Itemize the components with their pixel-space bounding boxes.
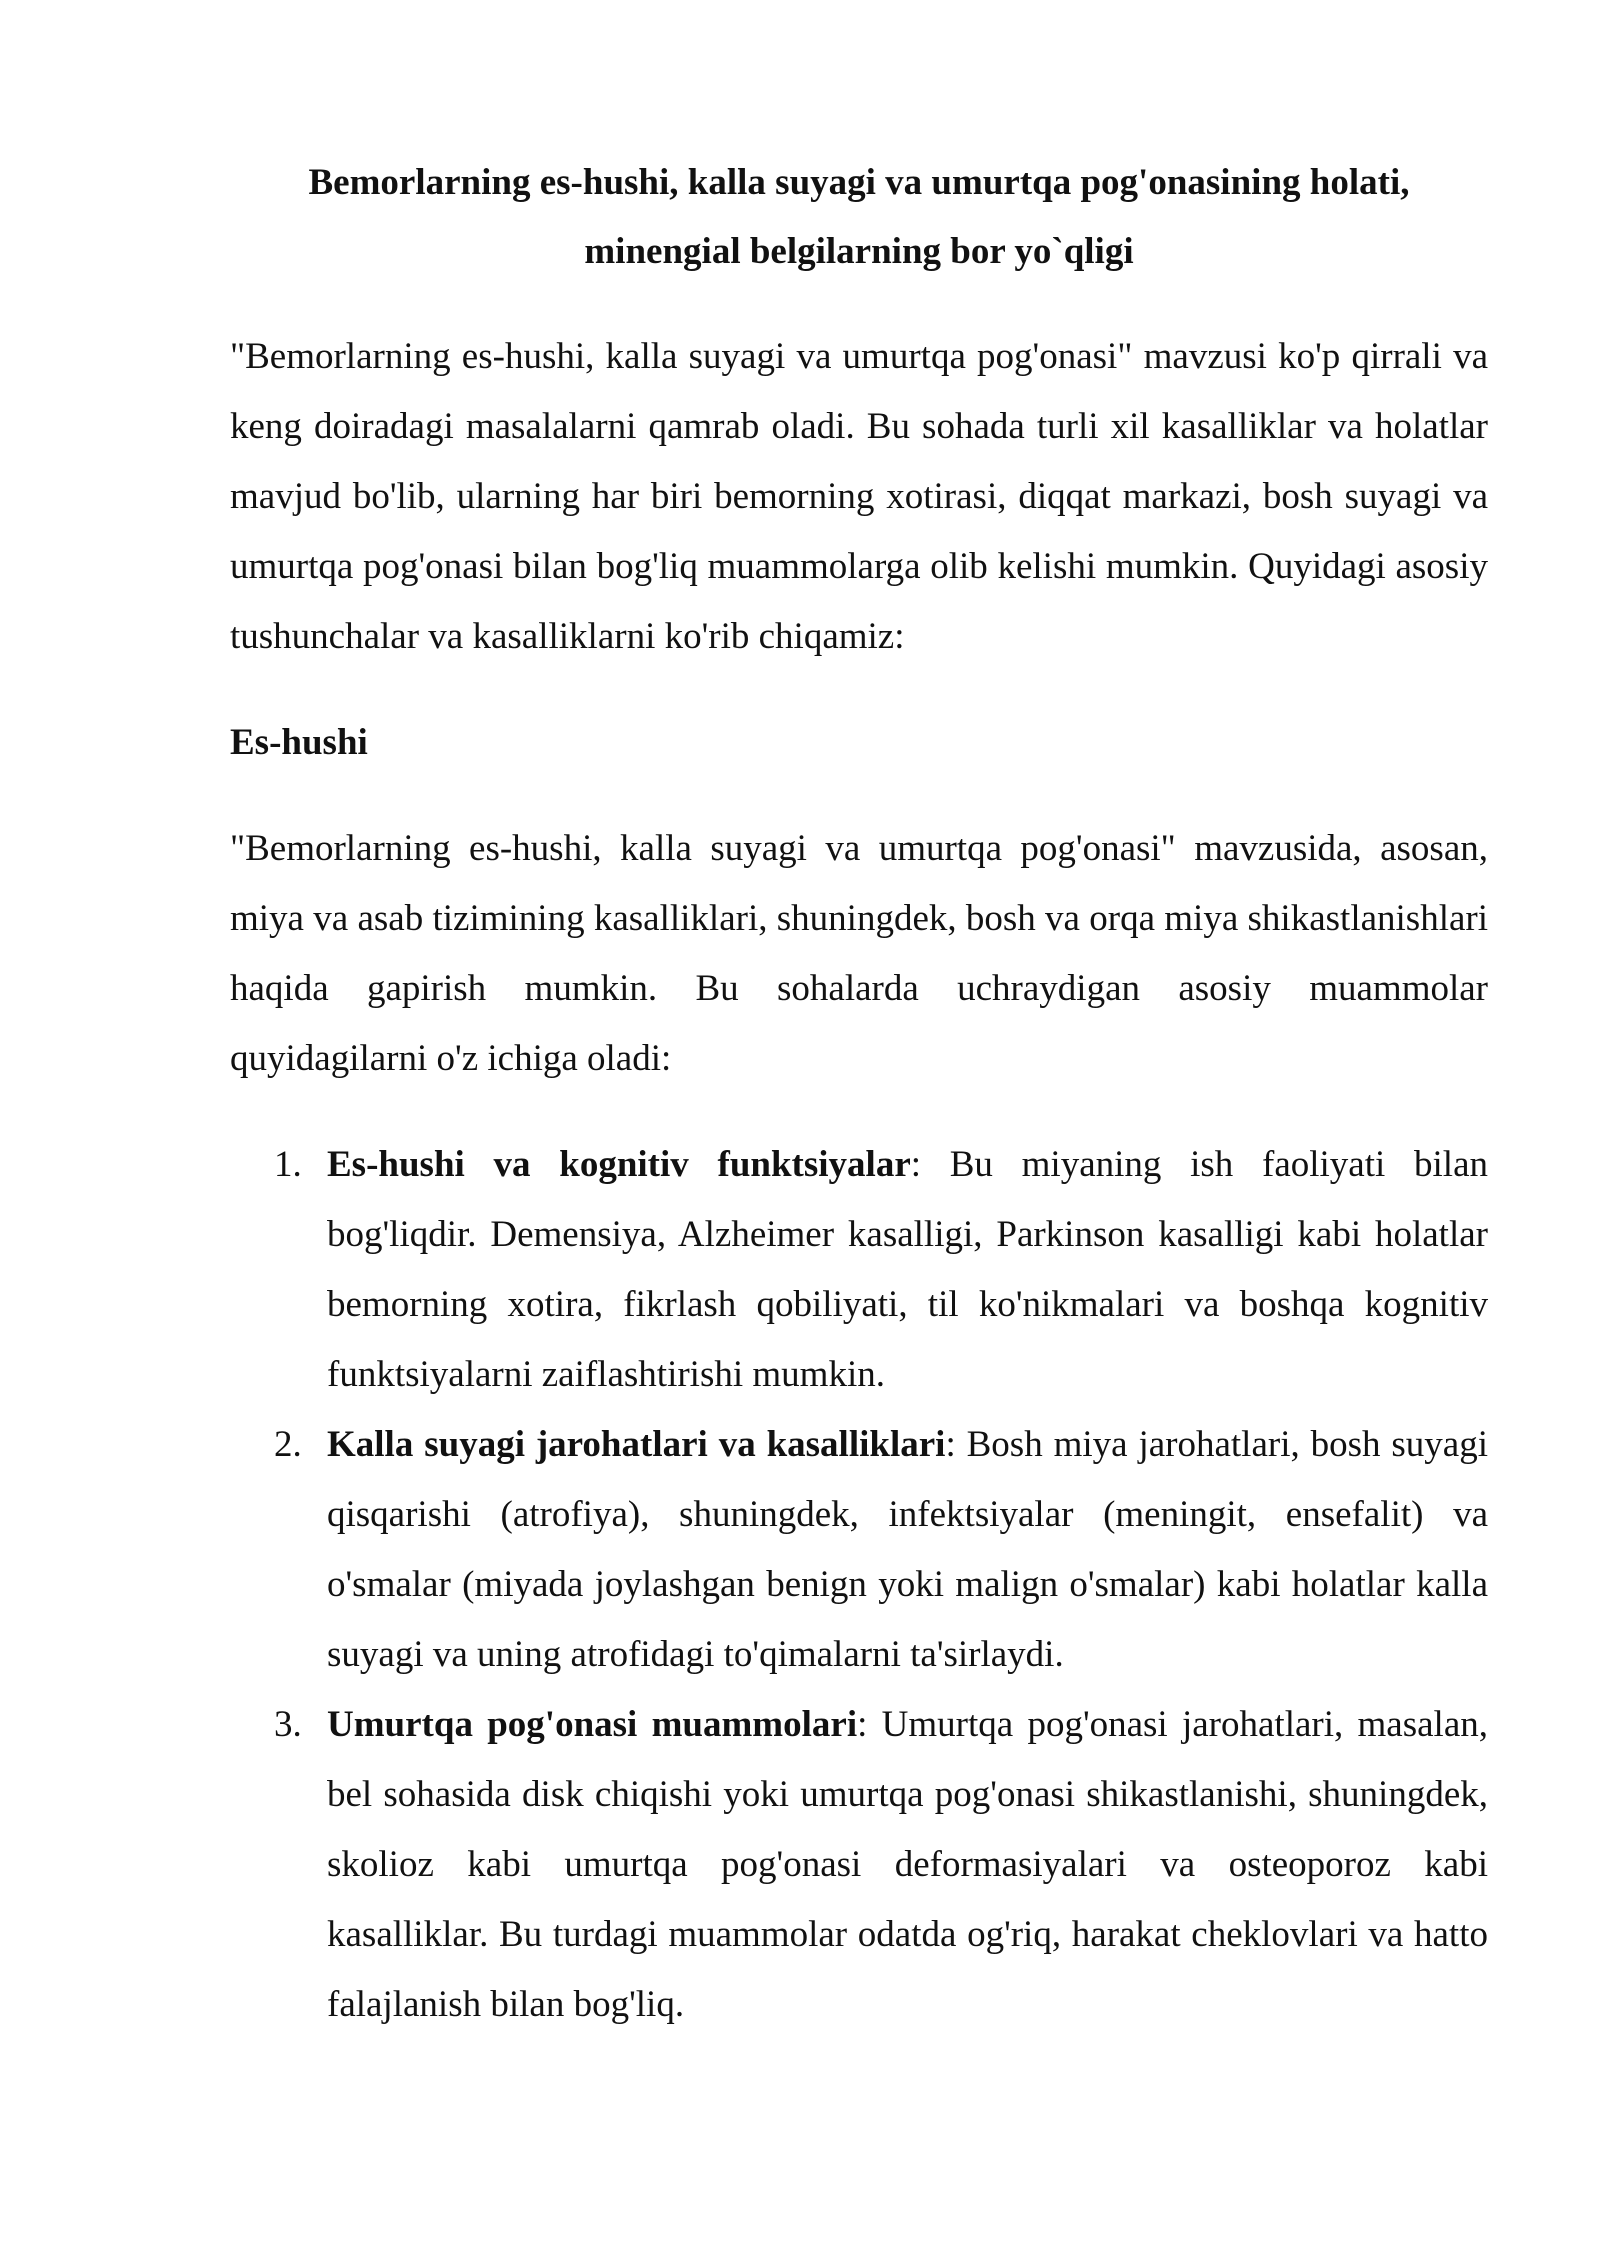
list-item-text: : Bosh miya jarohatlari, bosh suyagi qisqarishi (atrofiya), shuningdek, infektsiyalar (meningit, ensefalit) va o'smalar (miyada joylashgan benign yoki malign o'smalar) kabi holatlar kalla suyagi va uning atrofidagi to'qimalarni ta'sirlaydi. [327, 1424, 1488, 1675]
list-item [230, 1690, 1488, 2040]
list-item-text: : Umurtqa pog'onasi jarohatlari, masalan, bel sohasida disk chiqishi yoki umurtqa pog'onasi shikastlanishi, shuningdek, skolioz kabi umurtqa pog'onasi deformasiyalari va osteoporoz kabi kasalliklar. Bu turdagi muammolar odatda og'riq, harakat cheklovlari va hatto falajlanish bilan bog'liq. [327, 1704, 1488, 2025]
title-line-2: minengial belgilarning bor yo`qligi [584, 231, 1134, 272]
list-item [230, 1130, 1488, 1410]
numbered-list [230, 1130, 1488, 2040]
section-paragraph: "Bemorlarning es-hushi, kalla suyagi va umurtqa pog'onasi" mavzusida, asosan, miya va asab tizimining kasalliklari, shuningdek, bosh va orqa miya shikastlanishlari haqida gapirish mumkin. Bu sohalarda uchraydigan asosiy muammolar quyidagilarni o'z ichiga oladi: [230, 828, 1488, 1079]
list-item-term: Umurtqa pog'onasi muammolari [327, 1704, 858, 1745]
list-item-text: : Bu miyaning ish faoliyati bilan bog'liqdir. Demensiya, Alzheimer kasalligi, Parkinson kasalligi kabi holatlar bemorning xotira, fikrlash qobiliyati, til ko'nikmalari va boshqa kognitiv funktsiyalarni zaiflashtirishi mumkin. [327, 1144, 1488, 1395]
list-item-term: Es-hushi va kognitiv funktsiyalar [327, 1144, 911, 1185]
list-item-term: Kalla suyagi jarohatlari va kasalliklari [327, 1424, 946, 1465]
list-item [230, 1410, 1488, 1690]
list-item-number: 3. [274, 1704, 302, 1745]
section-heading: Es-hushi [230, 722, 368, 763]
document-page [230, 148, 1488, 2040]
list-item-number: 2. [274, 1424, 302, 1465]
list-item-number: 1. [274, 1144, 302, 1185]
intro-paragraph: "Bemorlarning es-hushi, kalla suyagi va umurtqa pog'onasi" mavzusi ko'p qirrali va keng doiradagi masalalarni qamrab oladi. Bu sohada turli xil kasalliklar va holatlar mavjud bo'lib, ularning har biri bemorning xotirasi, diqqat markazi, bosh suyagi va umurtqa pog'onasi bilan bog'liq muammolarga olib kelishi mumkin. Quyidagi asosiy tushunchalar va kasalliklarni ko'rib chiqamiz: [230, 336, 1488, 657]
title-line-1: Bemorlarning es-hushi, kalla suyagi va umurtqa pog'onasining holati, [308, 162, 1410, 203]
document-title [230, 148, 1488, 286]
